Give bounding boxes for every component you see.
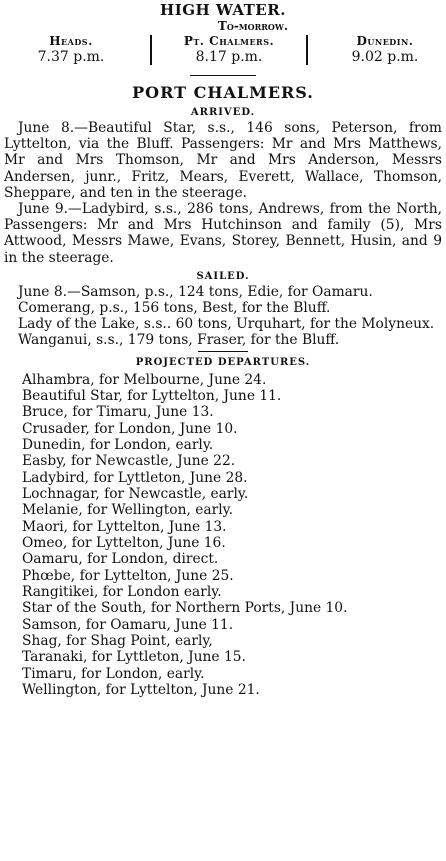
departure-item: Taranaki, for Lyttleton, June 15. xyxy=(22,649,246,666)
sailed-heading: SAILED. xyxy=(196,270,250,282)
departure-item: Easby, for Newcastle, June 22. xyxy=(22,453,236,470)
tide-pt-label: Pt. Chalmers. xyxy=(183,34,275,48)
tide-heads-label: Heads. xyxy=(49,34,93,48)
sailing-entry: Wanganui, s.s., 179 tons, Fraser, for the Bluff. xyxy=(18,332,340,349)
tide-dunedin-time: 9.02 p.m. xyxy=(351,49,419,65)
departure-item: Omeo, for Lyttelton, June 16. xyxy=(22,535,226,552)
section-rule xyxy=(198,351,248,352)
tide-heads xyxy=(26,33,116,65)
departure-item: Crusader, for London, June 10. xyxy=(22,420,238,437)
departure-item: Phœbe, for Lyttelton, June 25. xyxy=(22,567,234,584)
departure-item: Maori, for Lyttelton, June 13. xyxy=(22,518,227,535)
high-water-subtitle: To-morrow. xyxy=(217,19,289,33)
departure-item: Melanie, for Wellington, early. xyxy=(22,502,233,519)
departure-item: Alhambra, for Melbourne, June 24. xyxy=(22,371,267,388)
sailing-entry: Lady of the Lake, s.s.. 60 tons, Urquhart, for the Molyneux. xyxy=(18,316,435,333)
departure-item: Beautiful Star, for Lyttelton, June 11. xyxy=(22,387,282,404)
section-rule xyxy=(190,75,256,76)
tide-pt-time: 8.17 p.m. xyxy=(195,49,263,65)
departure-item: Bruce, for Timaru, June 13. xyxy=(22,404,214,421)
arrival-entry: June 8.—Beautiful Star, s.s., 146 sons, Peterson, from Lyttelton, via the Bluff. Passengers: Mr and Mrs Matthews, Mr and Mrs Thomson, Mr and Mrs Anderson, Messrs Andersen, junr., Fritz, Mears, Everett, Wallace, Thomson, Sheppare, and ten in the steerage. xyxy=(4,120,442,201)
tide-heads-time: 7.37 p.m. xyxy=(37,49,105,65)
arrival-entry: June 9.—Ladybird, s.s., 286 tons, Andrews, from the North, Passengers: Mr and Mrs Hutchinson and family (5), Mrs Attwood, Messrs Mawe, Evans, Storey, Bennett, Husin, and 9 in the steerage. xyxy=(4,201,442,266)
tide-divider xyxy=(150,35,152,65)
arrived-heading: ARRIVED. xyxy=(190,107,256,118)
departure-item: Samson, for Oamaru, June 11. xyxy=(22,616,234,633)
tide-divider xyxy=(306,35,308,65)
departure-item: Rangitikei, for London early. xyxy=(22,584,222,601)
departure-item: Star of the South, for Northern Ports, June 10. xyxy=(22,600,348,617)
tide-port-chalmers xyxy=(154,33,304,65)
tide-dunedin-label: Dunedin. xyxy=(356,34,414,48)
departure-item: Dunedin, for London, early. xyxy=(22,437,214,454)
departures-list xyxy=(4,372,442,699)
port-chalmers-title: PORT CHALMERS. xyxy=(132,83,314,102)
departure-item: Lochnagar, for Newcastle, early. xyxy=(22,486,249,503)
departure-item: Shag, for Shag Point, early, xyxy=(22,633,213,650)
departures-heading: PROJECTED DEPARTURES. xyxy=(135,356,311,368)
departure-item: Ladybird, for Lyttleton, June 28. xyxy=(22,469,248,486)
tide-dunedin xyxy=(330,33,440,65)
departure-item: Oamaru, for London, direct. xyxy=(22,551,219,568)
sailing-entry: June 8.—Samson, p.s., 124 tons, Edie, for Oamaru. xyxy=(18,283,373,300)
sailing-entry: Comerang, p.s., 156 tons, Best, for the Bluff. xyxy=(18,300,331,317)
departure-item: Timaru, for London, early. xyxy=(22,665,205,682)
departure-item: Wellington, for Lyttelton, June 21. xyxy=(22,682,260,699)
tide-table xyxy=(4,33,442,69)
high-water-title: HIGH WATER. xyxy=(160,1,286,19)
